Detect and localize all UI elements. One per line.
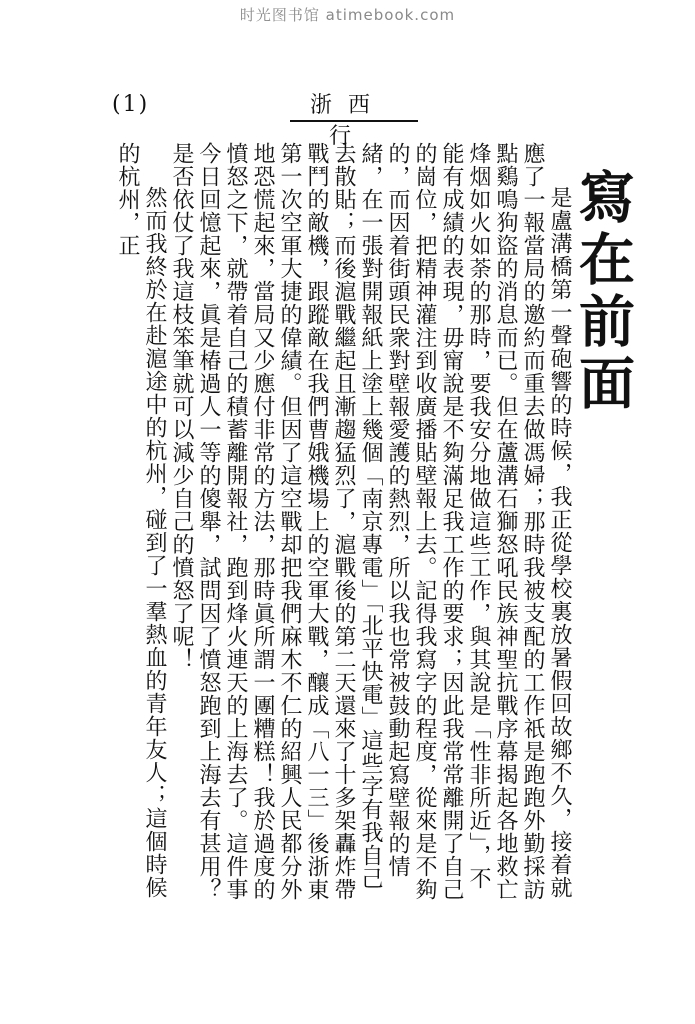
running-header-title: 浙西行 [309,93,386,149]
paragraph-1: 是盧溝橋第一聲砲響的時候，我正從學校裏放暑假回故鄉不久，接着就應了一報當局的邀約而重去做馮婦；那時我被支配的工作祇是跑跑外勤採訪點鷄鳴狗盜的消息而已。但在蘆溝石獅怒吼民族神聖抗戰序幕揭起各地救亡烽烟如火如荼的那時，要我安分地做這些工作，與其說是「性非所近」，不能有成績的表現，毋甯說是不夠滿足我工作的要求；因此我常常離開了自己的崗位，把精神灌注到收廣播貼壁報上去。記得我寫字的程度，從來是不夠的，而因着街頭民衆對壁報愛護的熱烈，所以我也常被鼓動起寫壁報的情緒，在一張對開報紙上塗上幾個「南京專電」「北平快電」這些字有我自己去散貼；而後滬戰繼起且漸趨猛烈了，滬戰後的第二天還來了十多架轟炸帶戰鬥的敵機，跟蹤敵在我們曹娥機場上的空軍大戰，釀成「八一三」後浙東第一次空軍大捷的偉績。但因了這空戰却把我們麻木不仁的紹興人民都分外地恐慌起來，當局又少應付非常的方法，那時眞所謂一團糟糕！我於過度的憤怒之下，就帶着自己的積蓄離開報社，跑到烽火連天的上海去了。這件事今日回憶起來，眞是椿過人一等的傻舉，試問因了憤怒跑到上海去有甚用？是否依仗了我這枝笨筆就可以減少自己的憤怒了呢！ [169,142,572,901]
header-rule [290,120,418,122]
paragraph-2: 然而我終於在赴滬途中的杭州，碰到了一羣熱血的青年友人；這個時候的杭州，正 [115,142,167,899]
body-text [114,142,573,902]
site-watermark: 时光图书馆 atimebook.com [239,6,456,24]
chapter-title: 寫在前面 [570,168,636,416]
page-number: (1) [112,92,150,117]
